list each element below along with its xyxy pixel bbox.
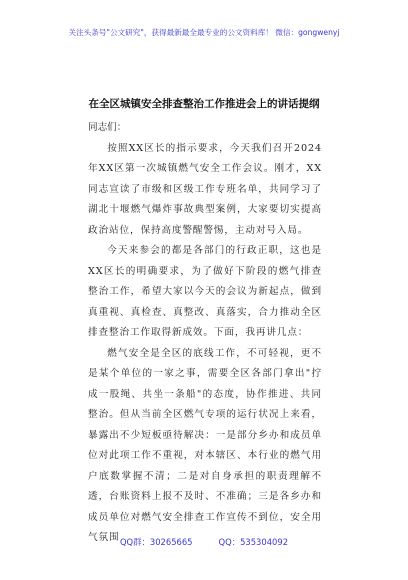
footer-contact — [0, 536, 408, 548]
qq-group-number: QQ群：30265665 — [119, 537, 193, 547]
document-body — [88, 118, 322, 549]
promo-banner: 关注头条号"公文研究"，获得最新最全最专业的公文资料库！ 微信：gongwenyj — [68, 28, 340, 37]
qq-number: QQ：535304092 — [218, 537, 289, 547]
paragraph-2: 今天来参会的都是各部门的行政正职，这也是XX区长的明确要求，为了做好下阶段的燃气排查整治工作，希望大家以今天的会议为新起点，做到真重视、真检查、真整改、真落实，合力推动全区排查整治工作取得新成效。下面，我再讲几点： — [88, 245, 322, 338]
document-title: 在全区城镇安全排查整治工作推进会上的讲话提纲 — [88, 98, 320, 110]
salutation: 同志们： — [88, 122, 127, 133]
paragraph-3: 燃气安全是全区的底线工作，不可轻视，更不是某个单位的一家之事，需要全区各部门拿出"拧成一股绳、共坐一条船"的态度，协作推进、共同整治。但从当前全区燃气专项的运行状况上来看，暴露出不少短板亟待解决：一是部分乡办和成员单位对此项工作不重视，对本辖区、本行业的燃气用户底数掌握不清；二是对自身承担的职责理解不透，台账资料上报不及时、不准确；三是各乡办和成员单位对燃气安全排查工作宣传不到位，安全用气氛围 — [88, 347, 322, 543]
paragraph-1: 按照XX区长的指示要求，今天我们召开2024年XX区第一次城镇燃气安全工作会议。刚才，XX同志宣读了市级和区级工作专班名单，共同学习了湖北十堰燃气爆炸事故典型案例，大家要切实提高政治站位，保持高度警醒警惕，主动对号入局。 — [88, 142, 322, 236]
